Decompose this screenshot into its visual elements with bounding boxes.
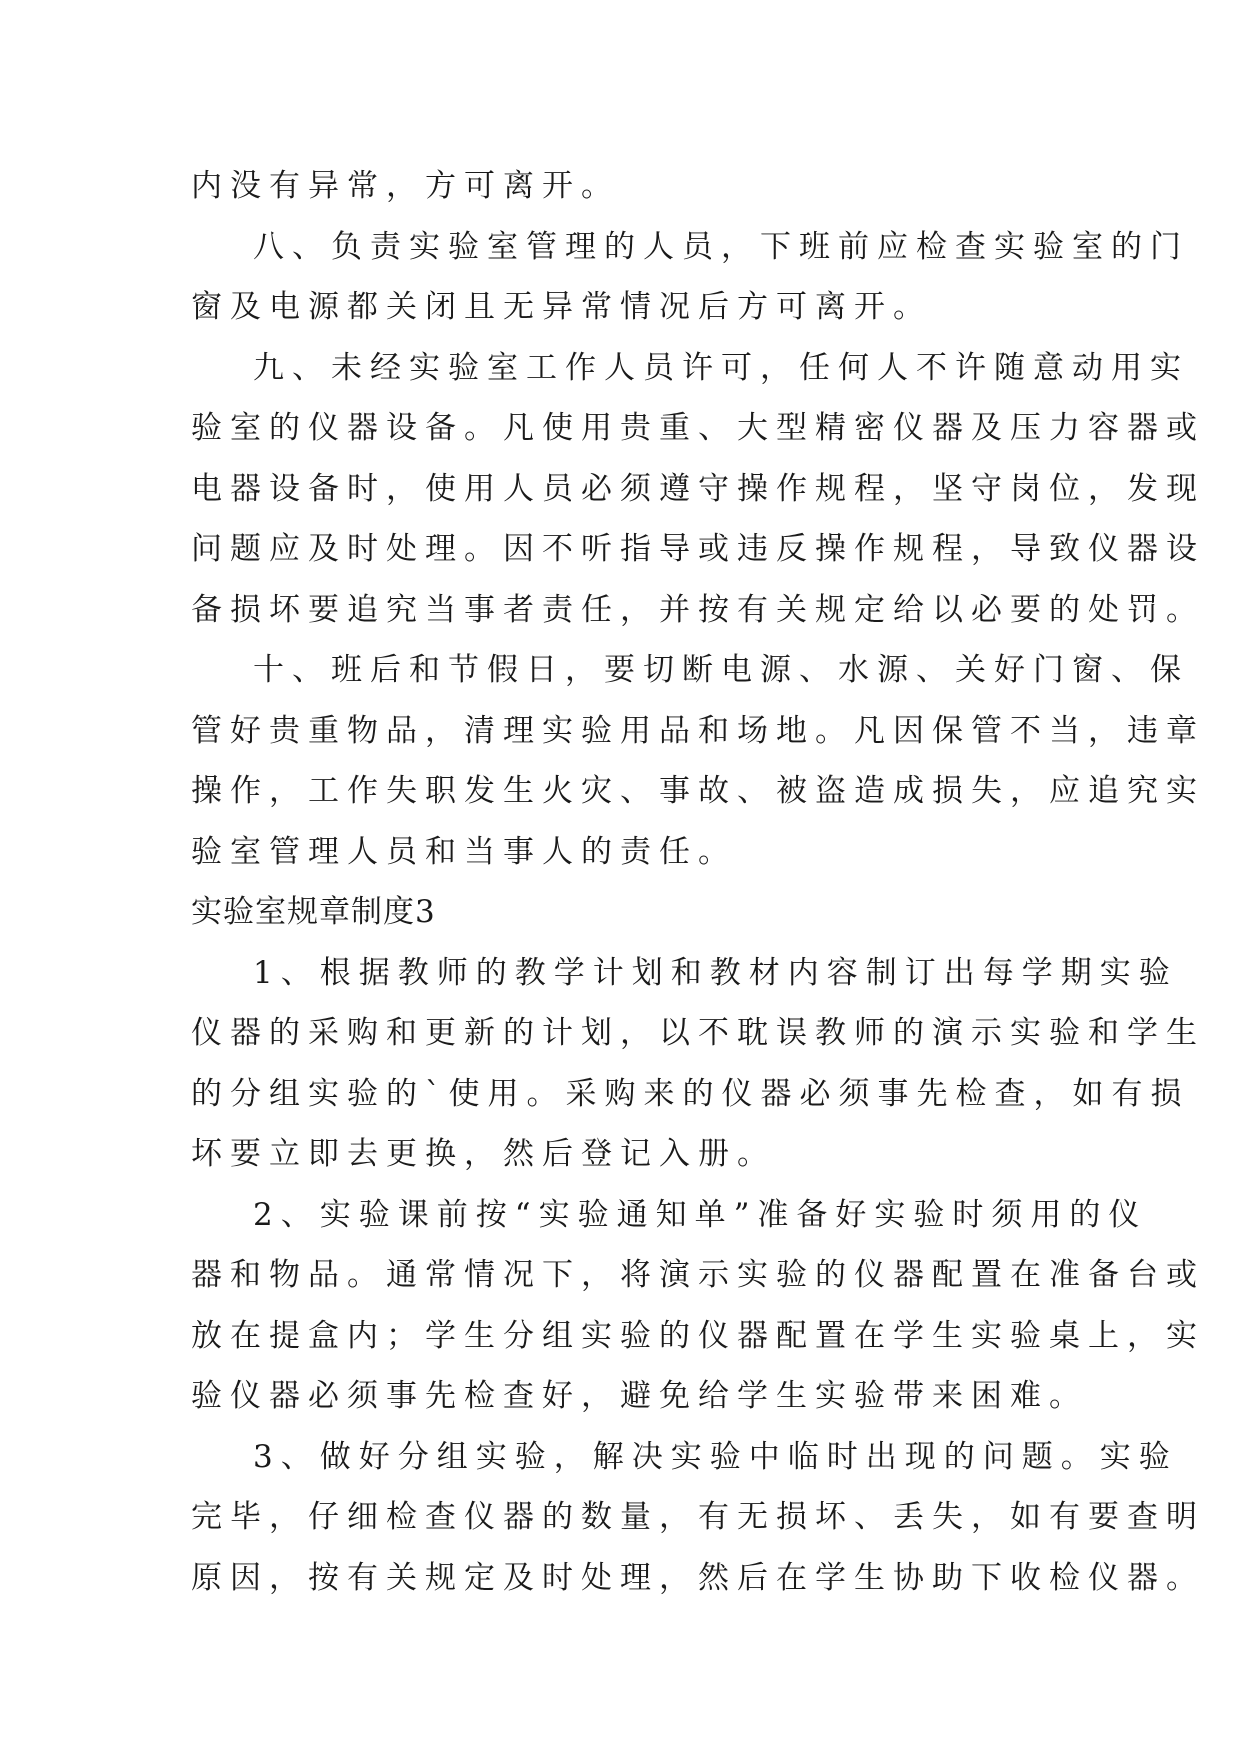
text-line: 电器设备时，使用人员必须遵守操作规程，坚守岗位，发现	[191, 470, 1205, 507]
text-line: 完毕，仔细检查仪器的数量，有无损坏、丢失，如有要查明	[191, 1499, 1205, 1535]
paragraph-start-line: 3、做好分组实验，解决实验中临时出现的问题。实验	[253, 1438, 1178, 1475]
text-line: 坏要立即去更换，然后登记入册。	[191, 1136, 776, 1172]
document-body	[191, 156, 1205, 1608]
text-line: 验室的仪器设备。凡使用贵重、大型精密仪器及压力容器或	[191, 410, 1205, 446]
text-line: 仪器的采购和更新的计划，以不耽误教师的演示实验和学生	[191, 1015, 1205, 1051]
paragraph-start-line: 1、根据教师的教学计划和教材内容制订出每学期实验	[253, 954, 1178, 991]
text-line: 窗及电源都关闭且无异常情况后方可离开。	[191, 289, 932, 325]
text-line: 备损坏要追究当事者责任，并按有关规定给以必要的处罚。	[191, 591, 1205, 628]
text-line: 管好贵重物品，清理实验用品和场地。凡因保管不当，违章	[191, 712, 1205, 749]
section-heading: 实验室规章制度3	[191, 894, 436, 930]
text-line: 放在提盒内；学生分组实验的仪器配置在学生实验桌上，实	[191, 1317, 1205, 1354]
text-line: 的分组实验的`使用。采购来的仪器必须事先检查，如有损	[191, 1075, 1190, 1112]
text-line: 器和物品。通常情况下，将演示实验的仪器配置在准备台或	[191, 1257, 1205, 1293]
paragraph-start-line: 八、负责实验室管理的人员，下班前应检查实验室的门	[253, 228, 1189, 265]
text-line: 问题应及时处理。因不听指导或违反操作规程，导致仪器设	[191, 531, 1205, 567]
text-line: 内没有异常，方可离开。	[191, 168, 620, 204]
text-line: 操作，工作失职发生火灾、事故、被盗造成损失，应追究实	[191, 773, 1205, 809]
text-line: 验仪器必须事先检查好，避免给学生实验带来困难。	[191, 1378, 1088, 1414]
text-line: 验室管理人员和当事人的责任。	[191, 833, 737, 870]
paragraph-start-line: 十、班后和节假日，要切断电源、水源、关好门窗、保	[253, 652, 1189, 688]
text-line: 原因，按有关规定及时处理，然后在学生协助下收检仪器。	[191, 1559, 1205, 1596]
paragraph-start-line: 九、未经实验室工作人员许可，任何人不许随意动用实	[253, 349, 1189, 386]
paragraph-start-line: 2、实验课前按“实验通知单”准备好实验时须用的仪	[253, 1196, 1148, 1233]
